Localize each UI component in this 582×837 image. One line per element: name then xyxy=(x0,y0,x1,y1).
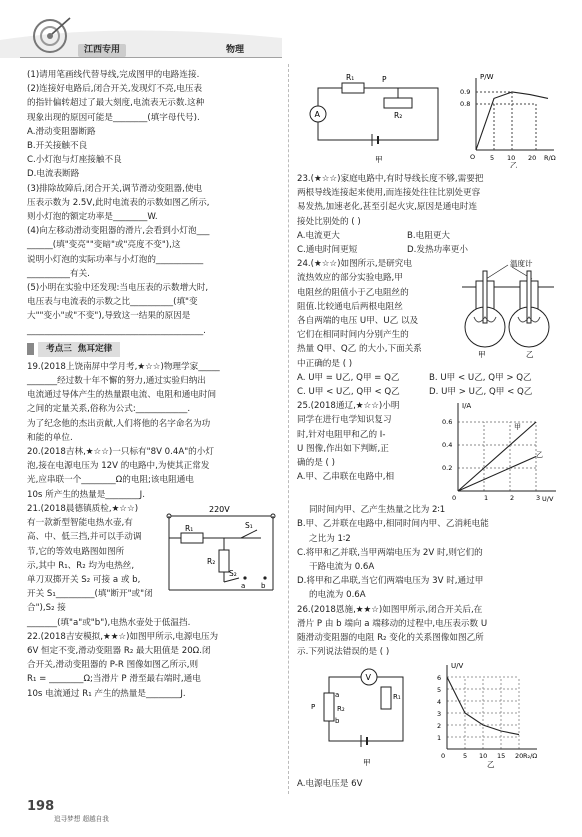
svg-text:3: 3 xyxy=(437,710,442,719)
option-a: A.滑动变阻器断路 xyxy=(27,126,96,137)
page-number: 198 xyxy=(27,799,55,814)
question-20: 20.(2018吉林,★☆☆)一只标有"8V 0.4A"的小灯 泡,接在电源电压为 12V 的电路中,为使其正常发 光,应串联一个________Ω的电阻;该电阻通电 10s 所产生的热量是________J. xyxy=(27,447,214,500)
resistor-r2 xyxy=(219,550,229,572)
svg-text:R₂: R₂ xyxy=(337,705,345,714)
footer-motto: 追寻梦想 超越自我 xyxy=(54,815,109,823)
option-c: C. U甲 < U乙, Q甲 < Q乙 xyxy=(297,387,400,398)
text-line: (1)请用笔画线代替导线,完成图甲的电路连接. xyxy=(27,70,200,80)
svg-text:温度计: 温度计 xyxy=(510,259,533,269)
experiment-block xyxy=(27,68,281,338)
switch-s2 xyxy=(224,578,239,582)
svg-text:甲: 甲 xyxy=(478,350,486,360)
flask-jia xyxy=(462,271,505,347)
option-a: A.甲、乙串联在电路中,相 xyxy=(297,472,395,483)
svg-text:10: 10 xyxy=(507,154,516,162)
option-b: B.开关接触不良 xyxy=(27,141,88,152)
svg-text:5: 5 xyxy=(490,154,495,162)
svg-text:3: 3 xyxy=(536,494,541,503)
resistor-r1 xyxy=(181,533,203,543)
left-column xyxy=(27,68,281,701)
text-line: 则小灯泡的额定功率是________W. xyxy=(27,212,158,223)
svg-text:R₁: R₁ xyxy=(346,73,355,82)
svg-text:乙: 乙 xyxy=(526,350,534,360)
region-tag: 江西专用 xyxy=(78,44,126,57)
option-c: C.通电时间更短 xyxy=(297,245,358,256)
svg-text:20: 20 xyxy=(515,752,524,761)
slide-rheostat xyxy=(324,693,334,721)
series-line-jia xyxy=(458,422,536,491)
svg-text:1: 1 xyxy=(484,494,489,503)
question-25: I/A U/V 0.6 0.4 0.2 0 1 2 3 甲 乙 25.(2018通辽,★☆☆)小明 同学在进行电学知识复习 时,针对电阻甲和乙的 I- U 图像,作出如下判断,正 确的是 ( ) A.甲、乙串联在电路中,相 同时间内甲、乙产生热量之比为 2∶1 B.甲、乙并联在电路中,相同时间内甲、乙消耗电能 之比为 1∶2 C.将甲和乙并联,当甲两端电压为 2V 时,则它们的 干路电流为 0.6A D.将甲和乙串联,当它们两端电压为 3V 时,通过甲 的电流为 0.6A xyxy=(297,399,564,602)
svg-text:a: a xyxy=(335,691,340,700)
text-line: (3)排除故障后,闭合开关,调节滑动变阻器,使电 xyxy=(27,183,203,194)
right-column xyxy=(297,172,564,791)
svg-text:R₂/Ω: R₂/Ω xyxy=(523,752,538,761)
question-26: 26.(2018恩施,★★☆)如图甲所示,闭合开关后,在 滑片 P 由 b 端向 a 端移动的过程中,电压表示数 U 随滑动变阻器的电阻 R₂ 变化的关系图像如图乙所 示.下列说法错误的是 ( ) a b P R₂ V R₁ 甲 U/V R₂/Ω 6 5 4 3 2 1 0 5 10 15 20 乙 A.电源电压是 6V xyxy=(297,603,564,791)
svg-text:4: 4 xyxy=(437,698,442,707)
kettle-circuit-diagram xyxy=(161,502,281,598)
option-a: A.电源电压是 6V xyxy=(297,778,363,789)
svg-text:S₂: S₂ xyxy=(229,568,237,578)
svg-text:O: O xyxy=(470,153,476,161)
svg-text:2: 2 xyxy=(510,494,515,503)
svg-text:甲: 甲 xyxy=(514,423,521,432)
text-line: 说明小灯泡的实际功率与小灯泡的___________ xyxy=(27,254,204,265)
question-22: 22.(2018吉安模拟,★★☆)如图甲所示,电源电压为 6V 恒定不变,滑动变阻器 R₂ 最大阻值是 20Ω.闭 合开关,滑动变阻器的 P-R 图像如图乙所示,则 R₁ = ________Ω;当滑片 P 滑至最右端时,通电 10s 电流通过 R₁ 产生的热量是________J. xyxy=(27,631,219,699)
svg-text:5: 5 xyxy=(437,686,442,695)
question-23: 23.(★☆☆)家庭电路中,有时导线长度不够,需要把 两根导线连接起来使用,而连接处往往比别处更容 易发热,加速老化,甚至引起火灾,原因是通电时连 接处比别处的 ( ) A.电流更大 B.电阻更大 C.通电时间更短 D.发热功率更小 xyxy=(297,172,564,257)
text-line: (5)小明在实验中还发现:当电压表的示数增大时, xyxy=(27,283,209,294)
option-c: C.将甲和乙并联,当甲两端电压为 2V 时,则它们的 xyxy=(297,547,483,558)
text-line: _________________________________________. xyxy=(27,325,206,336)
option-b: B.甲、乙并联在电路中,相同时间内甲、乙消耗电能 xyxy=(297,519,489,530)
svg-text:甲: 甲 xyxy=(375,155,383,164)
svg-text:5: 5 xyxy=(463,752,468,761)
question-19: 19.(2018上饶南屏中学月考,★☆☆)物理学家_____ _______经过数十年不懈的努力,通过实验归纳出 电流通过导体产生的热量跟电流、电阻和通电时间 之间的定量关系,俗称为公式:____________. 为了纪念他的杰出贡献,人们将他的名字命名为功 和能的单位. xyxy=(27,361,220,443)
text-line: 大""变小"或"不变"),导致这一结果的原因是 xyxy=(27,311,191,322)
svg-text:0: 0 xyxy=(441,752,446,761)
slide-rheostat xyxy=(384,98,412,108)
text-line: __________有关. xyxy=(27,268,90,279)
svg-text:P/W: P/W xyxy=(480,73,494,81)
option-a: A. U甲 = U乙, Q甲 = Q乙 xyxy=(297,372,400,383)
u-r-curve xyxy=(447,677,519,735)
svg-text:U/V: U/V xyxy=(451,662,464,671)
svg-text:P: P xyxy=(382,75,387,84)
thermometer-icon xyxy=(527,271,531,323)
text-line: 现象出现的原因可能是________(填字母代号). xyxy=(27,112,200,123)
q26-figures xyxy=(297,659,564,771)
section-heading xyxy=(27,341,281,358)
svg-text:S₁: S₁ xyxy=(245,520,253,530)
column-divider xyxy=(288,64,289,794)
circuit-jia xyxy=(318,88,438,140)
svg-text:R/Ω: R/Ω xyxy=(544,154,556,162)
svg-text:a: a xyxy=(241,581,246,590)
svg-text:6: 6 xyxy=(437,674,442,683)
svg-text:0.4: 0.4 xyxy=(442,441,453,450)
graph-i-u xyxy=(438,399,564,503)
series-line-yi xyxy=(458,457,536,492)
svg-text:10: 10 xyxy=(479,752,488,761)
option-b: B. U甲 < U乙, Q甲 > Q乙 xyxy=(429,372,532,383)
text-line: 的指针偏转超过了最大刻度,电流表无示数.这种 xyxy=(27,98,205,109)
question-24: 温度计 甲 乙 24.(★☆☆)如图所示,是研究电 流热效应的部分实验电路,甲 电阻丝的阻值小于乙电阻丝的 阻值.比较通电后两根电阻丝 各自两端的电压 U甲、U乙 以及 它们在相同时间内分别产生的 热量 Q甲、Q乙 的大小,下面关系 中正确的是 ( ) A. U甲 = U乙, Q甲 = Q乙 B. U甲 < U乙, Q甲 > Q乙 C. U甲 < U乙, Q甲 < Q乙 D. U甲 > U乙, Q甲 < Q乙 xyxy=(297,257,564,399)
svg-text:A: A xyxy=(314,110,320,119)
question-21: 220V R₁ R₂ S₁ S₂ a b 21.(2018晨德镇质检,★☆☆) 有一款新型智能电热水壶,有 高、中、低三挡,并可以手动调 节,它的等效电路图如图所 示,其中 R₁、R₂ 均为电热丝, 单刀双掷开关 S₂ 可接 a 或 b, 开关 S₁_________(填"断开"或"闭合"),S₂ 接 _______(填"a"或"b"),电热水壶处于低温挡. xyxy=(27,502,281,630)
svg-text:0.8: 0.8 xyxy=(460,100,471,108)
switch-s1 xyxy=(241,530,257,538)
svg-text:乙: 乙 xyxy=(510,161,518,168)
option-d: D.电流表断路 xyxy=(27,169,80,180)
svg-text:0.2: 0.2 xyxy=(442,464,453,473)
svg-text:R₁: R₁ xyxy=(185,523,194,533)
svg-text:U/V: U/V xyxy=(542,495,554,504)
svg-text:0.6: 0.6 xyxy=(442,418,453,427)
svg-text:乙: 乙 xyxy=(487,760,495,770)
svg-text:R₂: R₂ xyxy=(207,556,216,566)
circuit-jia xyxy=(311,669,403,767)
svg-text:I/A: I/A xyxy=(462,402,472,411)
svg-text:20: 20 xyxy=(528,154,537,162)
text-line: (4)向左移动滑动变阻器的滑片,会看到小灯泡___ xyxy=(27,226,210,237)
option-d: D.发热功率更小 xyxy=(407,245,468,256)
svg-text:P: P xyxy=(311,703,316,712)
thermometer-icon xyxy=(483,271,487,323)
subject-title: 物理 xyxy=(226,45,245,55)
section-label: 考点三 焦耳定律 xyxy=(38,342,120,357)
svg-text:R₂: R₂ xyxy=(394,111,403,120)
svg-text:0: 0 xyxy=(452,494,457,503)
svg-text:b: b xyxy=(335,717,340,726)
graph-p-r xyxy=(460,73,556,162)
svg-text:0.9: 0.9 xyxy=(460,88,471,96)
svg-text:甲: 甲 xyxy=(363,758,371,768)
resistor-r1 xyxy=(381,687,391,709)
svg-text:R₁: R₁ xyxy=(393,693,401,702)
q22-figures xyxy=(300,70,564,168)
svg-text:b: b xyxy=(261,581,266,590)
text-line: (2)连接好电路后,闭合开关,发现灯不亮,电压表 xyxy=(27,84,203,95)
svg-text:乙: 乙 xyxy=(536,451,543,460)
text-line: 电压表与电流表的示数之比__________(填"变 xyxy=(27,297,198,308)
flask-experiment-figure xyxy=(452,257,564,361)
option-b: B.电阻更大 xyxy=(407,230,451,241)
text-line: 压表示数为 2.5V,此时电流表的示数如图乙所示, xyxy=(27,197,210,208)
svg-text:1: 1 xyxy=(437,734,442,743)
option-a: A.电流更大 xyxy=(297,230,340,241)
svg-text:2: 2 xyxy=(437,722,442,731)
text-line: ______(填"变亮""变暗"或"亮度不变"),这 xyxy=(27,240,181,251)
resistor-r1 xyxy=(342,83,364,93)
option-d: D. U甲 > U乙, Q甲 < Q乙 xyxy=(429,387,533,398)
option-d: D.将甲和乙串联,当它们两端电压为 3V 时,通过甲 xyxy=(297,576,484,587)
graph-u-r xyxy=(437,662,537,769)
svg-text:220V: 220V xyxy=(209,504,230,514)
svg-text:15: 15 xyxy=(497,752,506,761)
svg-text:V: V xyxy=(365,673,371,683)
option-c: C.小灯泡与灯座接触不良 xyxy=(27,155,122,166)
